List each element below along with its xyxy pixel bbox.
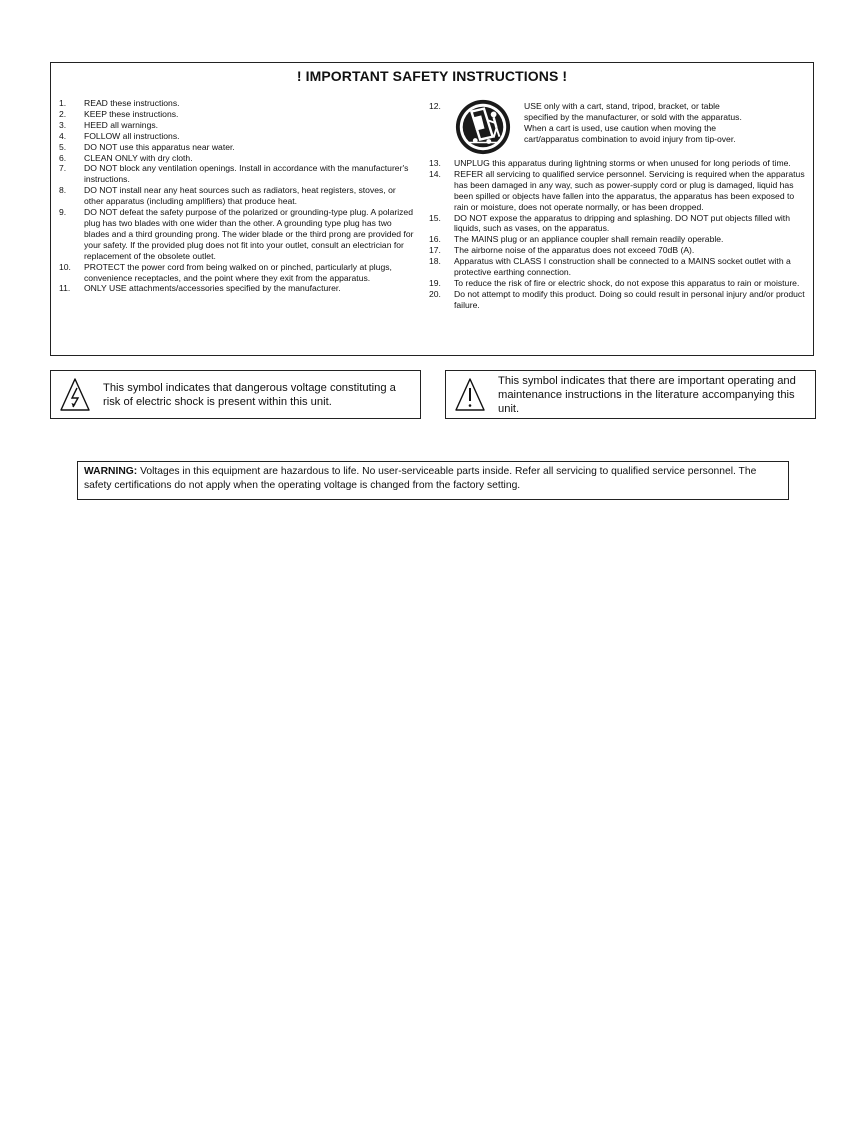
- item-number: 20.: [429, 288, 441, 299]
- list-item: [429, 289, 807, 311]
- item-number: 3.: [59, 119, 67, 130]
- item-text: DO NOT block any ventilation openings. Install in accordance with the manufacturer's instructions.: [84, 163, 409, 185]
- item-text: USE only with a cart, stand, tripod, bracket, or table specified by the manufacturer, or sold with the apparatus. When a cart is used, use caution when moving the cart/apparatus combination to avoid injury from tip-over.: [524, 101, 742, 144]
- voltage-symbol-box: [50, 370, 421, 419]
- item-number: 5.: [59, 141, 67, 152]
- item-text: FOLLOW all instructions.: [84, 130, 180, 141]
- safety-instructions-box: [50, 62, 814, 356]
- item-text: READ these instructions.: [84, 98, 180, 108]
- item-number: 19.: [429, 277, 441, 288]
- item-text: Apparatus with CLASS I construction shall be connected to a MAINS socket outlet with a protective earthing connection.: [454, 256, 791, 278]
- list-item: [59, 98, 414, 109]
- item-text: UNPLUG this apparatus during lightning storms or when unused for long periods of time.: [454, 158, 791, 168]
- lightning-triangle-icon: [59, 377, 91, 413]
- item-number: 16.: [429, 234, 441, 245]
- item-text: The MAINS plug or an appliance coupler shall remain readily operable.: [454, 234, 724, 245]
- item-text: To reduce the risk of fire or electric shock, do not expose this apparatus to rain or moisture.: [454, 277, 800, 288]
- voltage-symbol-text: This symbol indicates that dangerous voltage constituting a risk of electric shock is present within this unit.: [103, 381, 396, 408]
- item-number: 13.: [429, 158, 441, 168]
- warning-text: Voltages in this equipment are hazardous to life. No user-serviceable parts inside. Refer all servicing to qualified service personnel. The safety certifications do not apply when the operating voltage is changed from the factory setting.: [84, 466, 757, 491]
- warning-box: [77, 461, 789, 500]
- list-item: [59, 153, 414, 164]
- safety-list-left: [59, 98, 414, 294]
- item-number: 11.: [59, 283, 71, 294]
- item-text: DO NOT install near any heat sources such as radiators, heat registers, stoves, or other apparatus (including amplifiers) that produce heat.: [84, 185, 396, 207]
- instructions-symbol-text: This symbol indicates that there are important operating and maintenance instructions in the literature accompanying this unit.: [498, 374, 796, 415]
- item-text: HEED all warnings.: [84, 119, 159, 130]
- list-item: [429, 158, 807, 169]
- list-item: [429, 169, 807, 213]
- item-number: 12.: [429, 101, 441, 111]
- item-text: ONLY USE attachments/accessories specified by the manufacturer.: [84, 283, 341, 294]
- item-number: 6.: [59, 152, 67, 163]
- safety-title: ! IMPORTANT SAFETY INSTRUCTIONS !: [296, 68, 568, 84]
- list-item: [59, 109, 414, 120]
- list-item: [429, 278, 807, 289]
- item-number: 9.: [59, 207, 67, 218]
- instructions-symbol-box: [445, 370, 816, 419]
- item-text: KEEP these instructions.: [84, 108, 179, 119]
- item-number: 15.: [429, 212, 441, 223]
- item-number: 4.: [59, 130, 67, 141]
- item-text: DO NOT use this apparatus near water.: [84, 141, 235, 152]
- list-item: [59, 120, 414, 131]
- warning-label: WARNING:: [84, 466, 138, 477]
- list-item: [429, 245, 807, 256]
- item-number: 10.: [59, 261, 71, 272]
- item-number: 17.: [429, 245, 441, 256]
- list-item: [59, 262, 414, 284]
- list-item: [59, 185, 414, 207]
- item-number: 8.: [59, 185, 67, 196]
- item-text: The airborne noise of the apparatus does not exceed 70dB (A).: [454, 245, 695, 256]
- item-number: 1.: [59, 98, 67, 108]
- list-item-cart: [429, 98, 807, 158]
- item-text: CLEAN ONLY with dry cloth.: [84, 152, 193, 163]
- item-text: REFER all servicing to qualified service personnel. Servicing is required when the apparatus has been damaged in any way, such as power-supply cord or plug is damaged, liquid has been spilled or objects have fallen into the apparatus, the apparatus has been exposed to rain or moisture, does not operate normally, or has been dropped.: [454, 168, 805, 212]
- list-item: [429, 256, 807, 278]
- item-number: 2.: [59, 108, 67, 119]
- item-number: 18.: [429, 256, 441, 267]
- item-number: 7.: [59, 163, 67, 174]
- list-item: [429, 213, 807, 235]
- exclamation-triangle-icon: [454, 377, 486, 413]
- item-text: Do not attempt to modify this product. Doing so could result in personal injury and/or product failure.: [454, 288, 805, 310]
- safety-list-right: [429, 98, 807, 311]
- list-item: [59, 131, 414, 142]
- item-number: 14.: [429, 168, 441, 179]
- item-text: DO NOT expose the apparatus to dripping and splashing. DO NOT put objects filled with liquids, such as vases, on the apparatus.: [454, 212, 790, 234]
- list-item: [59, 207, 414, 262]
- list-item: [59, 142, 414, 153]
- list-item: [59, 163, 414, 185]
- item-text: PROTECT the power cord from being walked on or pinched, particularly at plugs, convenience receptacles, and the point where they exit from the apparatus.: [84, 261, 392, 283]
- cart-tipover-icon: [454, 98, 512, 156]
- item-text: DO NOT defeat the safety purpose of the polarized or grounding-type plug. A polarized plug has two blades with one wider than the other. A grounding type plug has two blades and a third grounding prong. The wider blade or the third prong are provided for your safety. If the provided plug does not fit into your outlet, consult an electrician for replacement of the obsolete outlet.: [84, 207, 414, 261]
- list-item: [429, 234, 807, 245]
- list-item: [59, 283, 414, 294]
